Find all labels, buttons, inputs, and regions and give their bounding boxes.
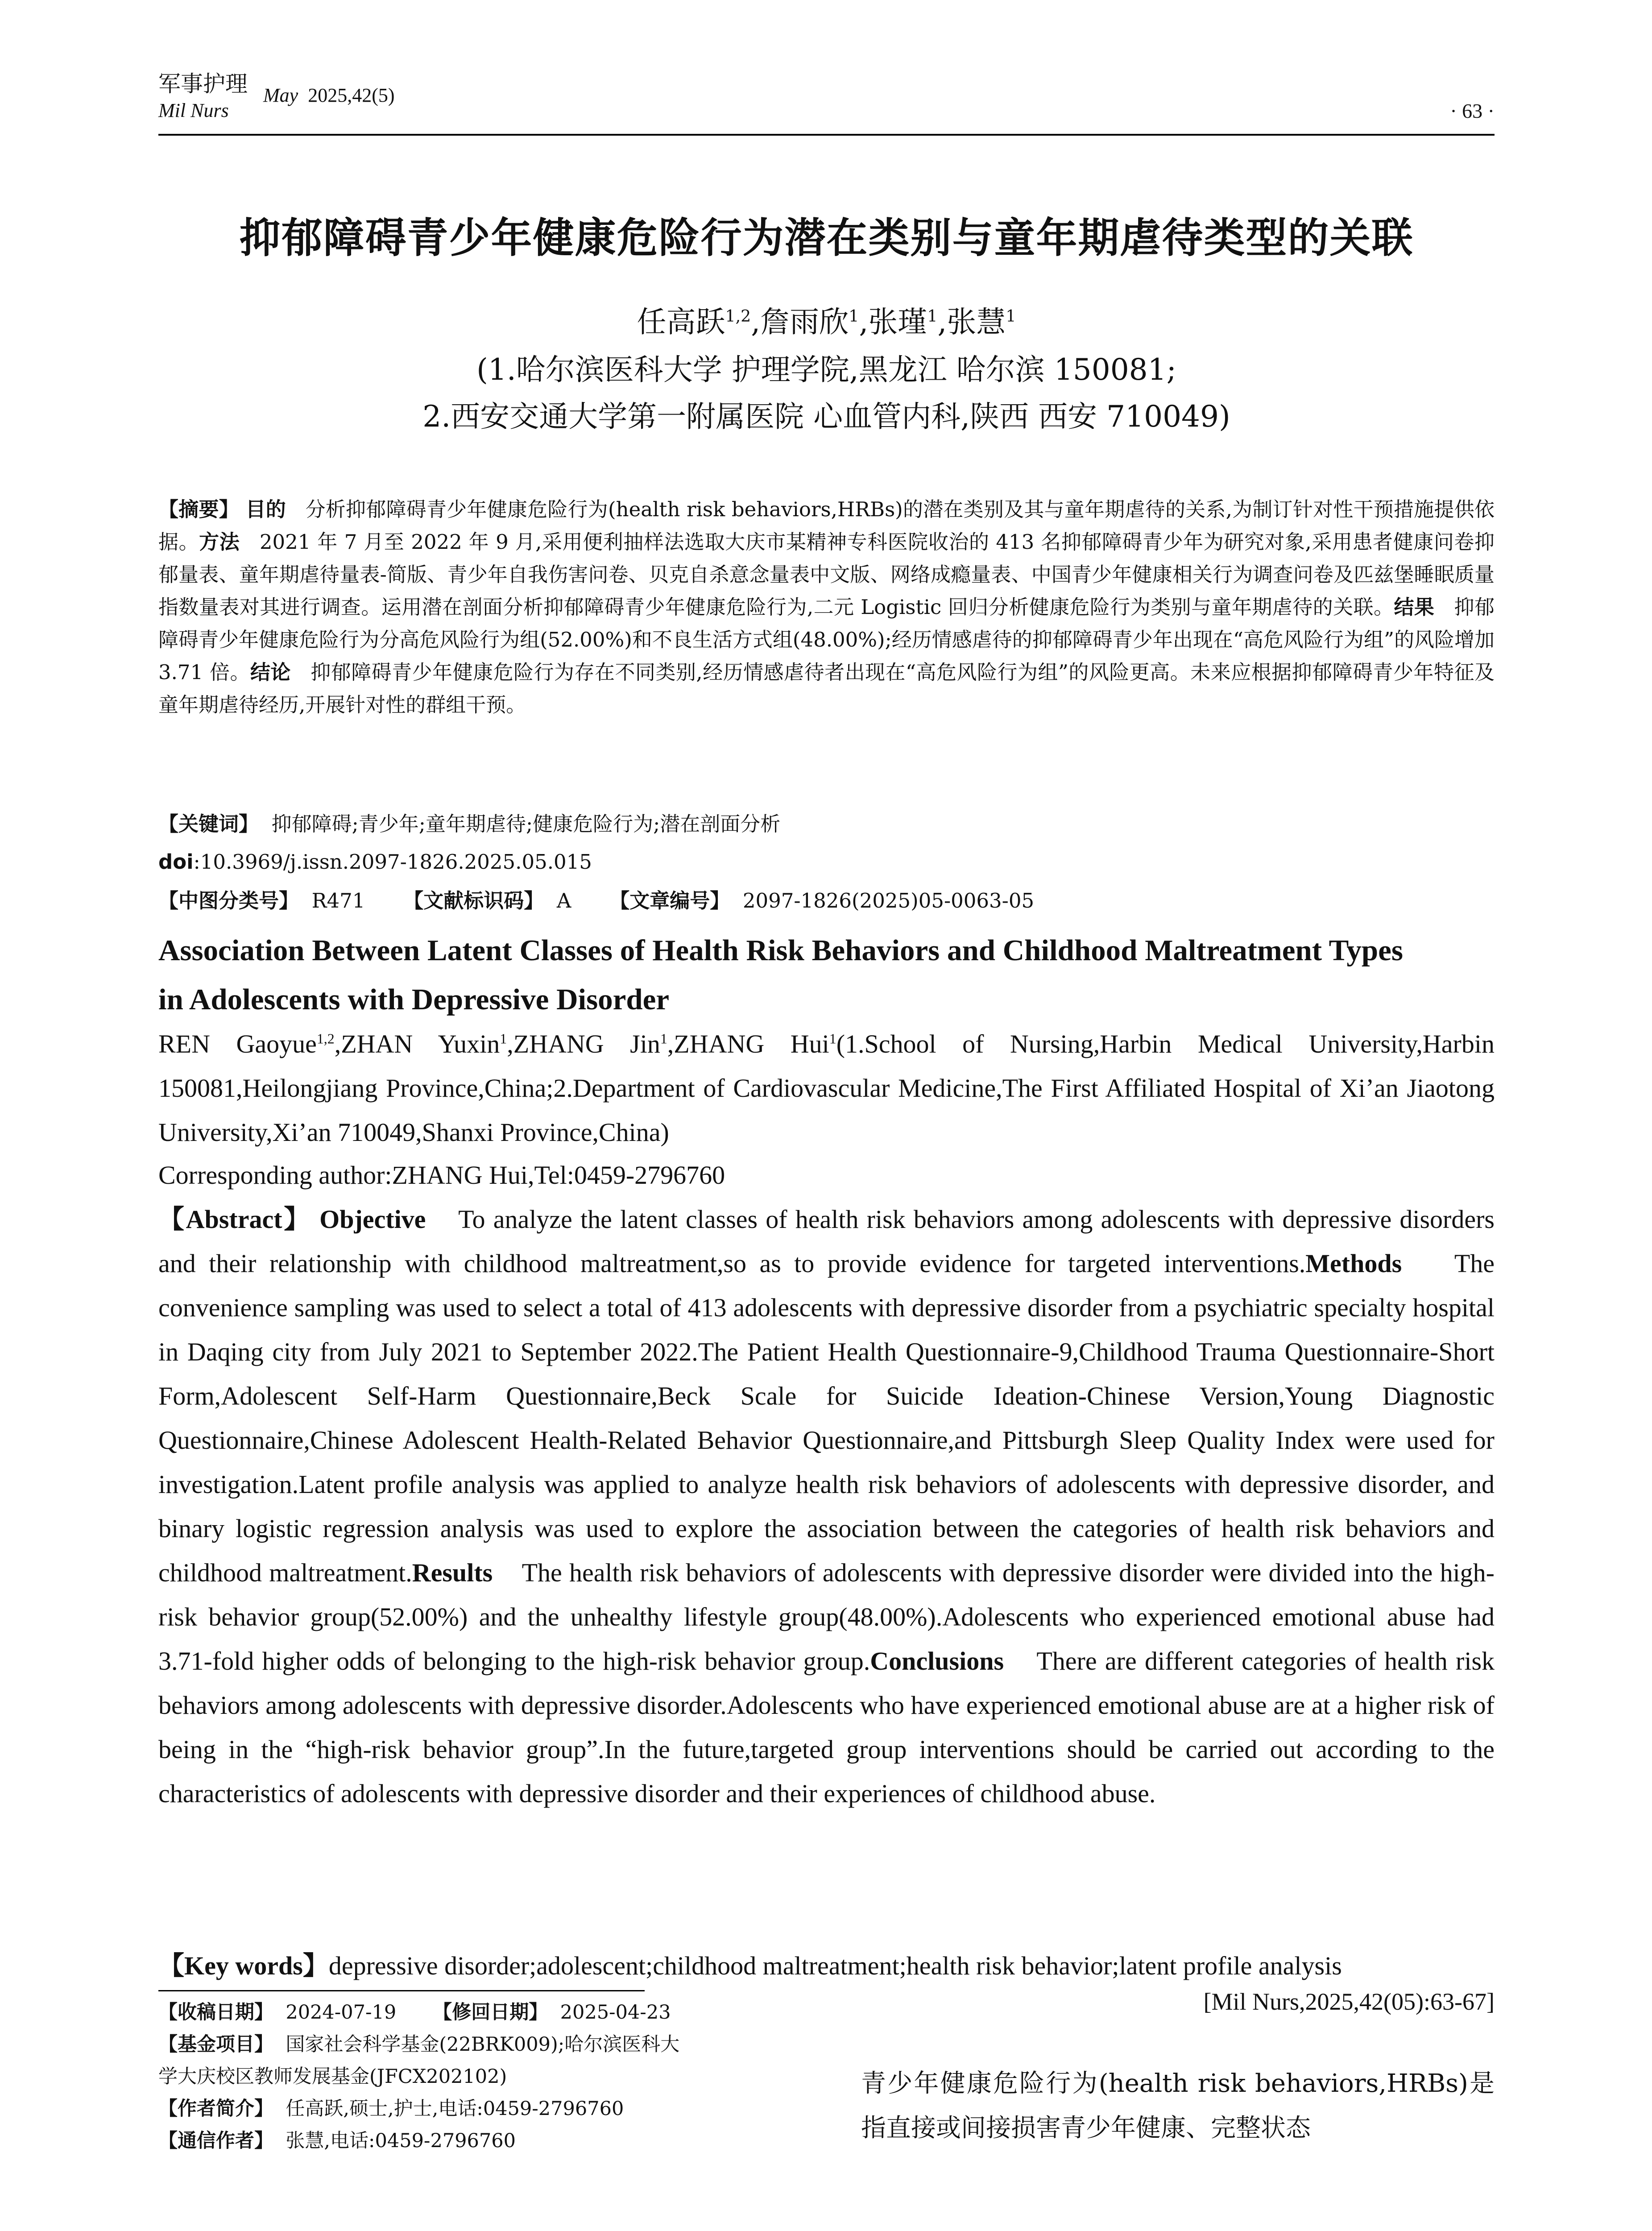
- keywords-en: [158, 1944, 1495, 1988]
- keywords-label-cn: 【关键词】: [158, 812, 259, 836]
- keywords-text-cn: 抑郁障碍;青少年;童年期虐待;健康危险行为;潜在剖面分析: [271, 812, 781, 836]
- corresponding-line-cn: [158, 2127, 516, 2155]
- corr-text: 张慧,电话:0459-2796760: [286, 2130, 516, 2152]
- dates-line: [158, 1998, 671, 2027]
- fund-label: 【基金项目】: [158, 2033, 273, 2056]
- authors-affiliations-en: [158, 1022, 1495, 1154]
- objective-text-cn: 分析抑郁障碍青少年健康危险行为(health risk behaviors,HRBs)的潜在类别及其与童年期虐待的关系,为制订针对性干预措施提供依据。: [158, 498, 1495, 554]
- results-label-en: Results: [412, 1558, 493, 1587]
- bio-label: 【作者简介】: [158, 2098, 273, 2120]
- received-date: 2024-07-19: [286, 2001, 397, 2024]
- doc-code-label: 【文献标识码】: [403, 889, 544, 912]
- fund-line-2: 学大庆校区教师发展基金(JFCX202102): [158, 2065, 507, 2088]
- abstract-en: [158, 1197, 1495, 1816]
- corr-label: 【通信作者】: [158, 2130, 273, 2152]
- author-affil-sup: 1: [660, 1031, 667, 1047]
- author-name-en: ,ZHAN Yuxin: [334, 1029, 500, 1058]
- author-list-cn: [158, 298, 1495, 340]
- author-name: 张瑾: [868, 305, 927, 339]
- author-affil-sup: 1: [829, 1031, 836, 1047]
- methods-text-en: The convenience sampling was used to select a total of 413 adolescents with depressive disorder from a psychiatric specialty hospital in Daqing city from July 2021 to September 2022.The Patient Health Questionnaire-9,Childhood Trauma Questionnaire-Short Form,Adolescent Self-Harm Questionnaire,Beck Scale for Suicide Ideation-Chinese Version,Young Diagnostic Questionnaire,Chinese Adolescent Health-Related Behavior Questionnaire,and Pittsburgh Sleep Quality Index were used for investigation.Latent profile analysis was applied to analyze health risk behaviors of adolescents with depressive disorder, and binary logistic regression analysis was used to explore the association between the categories of health risk behaviors and childhood maltreatment.: [158, 1249, 1495, 1587]
- author-name-en: ,ZHANG Hui: [667, 1029, 829, 1058]
- abstract-cn: [158, 493, 1495, 721]
- abstract-label-cn: 【摘要】: [158, 498, 239, 521]
- keywords-label-en: 【Key words】: [158, 1951, 329, 1980]
- author-affil-sup: 1: [500, 1031, 507, 1047]
- keywords-cn: [158, 808, 1495, 840]
- author-sep: ,: [751, 305, 761, 339]
- author-name: 任高跃: [637, 305, 725, 339]
- conclusions-label-en: Conclusions: [870, 1646, 1004, 1675]
- author-name-en: REN Gaoyue: [158, 1029, 317, 1058]
- header-rule: [158, 134, 1495, 136]
- conclusions-text-cn: 抑郁障碍青少年健康危险行为存在不同类别,经历情感虐待者出现在“高危风险行为组”的风险更高。未来应根据抑郁障碍青少年特征及童年期虐待经历,开展针对性的群组干预。: [158, 660, 1495, 717]
- author-sep: ,: [859, 305, 869, 339]
- affiliations-en: (1.School of Nursing,Harbin Medical University,Harbin 150081,Heilongjiang Province,China;2.Department of Cardiovascular Medicine,The First Affiliated Hospital of Xi’an Jiaotong University,Xi’an 710049,Shanxi Province,China): [158, 1029, 1495, 1147]
- journal-name-cn: 军事护理: [158, 71, 248, 97]
- article-title-cn: 抑郁障碍青少年健康危险行为潜在类别与童年期虐待类型的关联: [239, 214, 1414, 262]
- fund-line-1: [158, 2030, 679, 2059]
- conclusions-text-en: There are different categories of health risk behaviors among adolescents with depressive disorder.Adolescents who have experienced emotional abuse are at a higher risk of being in the “high-risk behavior group”.In the future,targeted group interventions should be carried out according to the characteristics of adolescents with depressive disorder and their experiences of childhood abuse.: [158, 1646, 1495, 1808]
- clc-value: R471: [311, 889, 365, 912]
- journal-name-en: Mil Nurs: [158, 100, 229, 121]
- abstract-label-en: 【Abstract】: [158, 1205, 311, 1234]
- revised-date: 2025-04-23: [560, 2001, 671, 2024]
- clc-label: 【中图分类号】: [158, 889, 299, 912]
- issue-volume: 2025,42(5): [308, 84, 395, 106]
- results-text-cn: 抑郁障碍青少年健康危险行为分高危风险行为组(52.00%)和不良生活方式组(48.00%);经历情感虐待的抑郁障碍青少年出现在“高危风险行为组”的风险增加 3.71 倍。: [158, 595, 1495, 684]
- received-label: 【收稿日期】: [158, 2001, 273, 2024]
- issue-month: May: [263, 84, 298, 106]
- author-name: 詹雨欣: [760, 305, 849, 339]
- author-affil-sup: 1: [849, 307, 859, 326]
- methods-label-cn: 方法: [199, 530, 240, 554]
- article-no-label: 【文章编号】: [609, 889, 730, 912]
- author-name-en: ,ZHANG Jin: [507, 1029, 660, 1058]
- author-sep: ,: [937, 305, 947, 339]
- title-en-line-2: in Adolescents with Depressive Disorder: [158, 983, 670, 1016]
- article-no-value: 2097-1826(2025)05-0063-05: [742, 889, 1035, 912]
- author-bio-line: [158, 2094, 624, 2123]
- author-affil-sup: 1,2: [725, 307, 751, 326]
- author-name: 张慧: [947, 305, 1006, 339]
- results-text-en: The health risk behaviors of adolescents with depressive disorder were divided into the high-risk behavior group(52.00%) and the unhealthy lifestyle group(48.00%).Adolescents who experienced emotional abuse had 3.71-fold higher odds of belonging to the high-risk behavior group.: [158, 1558, 1495, 1675]
- citation: [Mil Nurs,2025,42(05):63-67]: [1203, 1988, 1495, 2015]
- doi-label: doi: [158, 850, 194, 874]
- article-title-en: [158, 926, 1495, 1024]
- intro-paragraph: 青少年健康危险行为(health risk behaviors,HRBs)是指直接或间接损害青少年健康、完整状态: [861, 2069, 1495, 2143]
- footnote-rule: [158, 1990, 645, 1991]
- classification-line: [158, 884, 1495, 917]
- journal-issue: [263, 84, 395, 107]
- affiliation-cn-2: 2.西安交通大学第一附属医院 心血管内科,陕西 西安 710049): [422, 399, 1230, 434]
- results-label-cn: 结果: [1394, 595, 1435, 619]
- doi-value: :10.3969/j.issn.2097-1826.2025.05.015: [193, 850, 592, 874]
- fund-text-1: 国家社会科学基金(22BRK009);哈尔滨医科大: [286, 2033, 680, 2056]
- methods-text-cn: 2021 年 7 月至 2022 年 9 月,采用便利抽样法选取大庆市某精神专科医院收治的 413 名抑郁障碍青少年为研究对象,采用患者健康问卷抑郁量表、童年期虐待量表-简版、青少年自我伤害问卷、贝克自杀意念量表中文版、网络成瘾量表、中国青少年健康相关行为调查问卷及匹兹堡睡眠质量指数量表对其进行调查。运用潜在剖面分析抑郁障碍青少年健康危险行为,二元 Logistic 回归分析健康危险行为类别与童年期虐待的关联。: [158, 530, 1495, 619]
- doi-line: [158, 846, 1495, 878]
- corresponding-author-en: Corresponding author:ZHANG Hui,Tel:0459-2796760: [158, 1161, 725, 1190]
- page-number: · 63 ·: [1450, 100, 1495, 122]
- author-affil-sup: 1,2: [316, 1031, 335, 1047]
- author-affil-sup: 1: [1006, 307, 1016, 326]
- conclusions-label-cn: 结论: [250, 660, 291, 684]
- methods-label-en: Methods: [1305, 1249, 1402, 1278]
- title-en-line-1: Association Between Latent Classes of Health Risk Behaviors and Childhood Maltreatment Types: [158, 934, 1403, 967]
- objective-label-en: Objective: [319, 1205, 426, 1234]
- bio-text: 任高跃,硕士,护士,电话:0459-2796760: [286, 2098, 624, 2120]
- affiliation-cn-1: (1.哈尔滨医科大学 护理学院,黑龙江 哈尔滨 150081;: [476, 352, 1176, 387]
- doc-code-value: A: [556, 889, 571, 912]
- objective-text-en: To analyze the latent classes of health risk behaviors among adolescents with depressive disorders and their relationship with childhood maltreatment,so as to provide evidence for targeted interventions.: [158, 1205, 1495, 1278]
- author-affil-sup: 1: [927, 307, 938, 326]
- revised-label: 【修回日期】: [433, 2001, 548, 2024]
- objective-label-cn: 目的: [245, 498, 286, 521]
- keywords-text-en: depressive disorder;adolescent;childhood maltreatment;health risk behavior;latent profile analysis: [328, 1951, 1342, 1980]
